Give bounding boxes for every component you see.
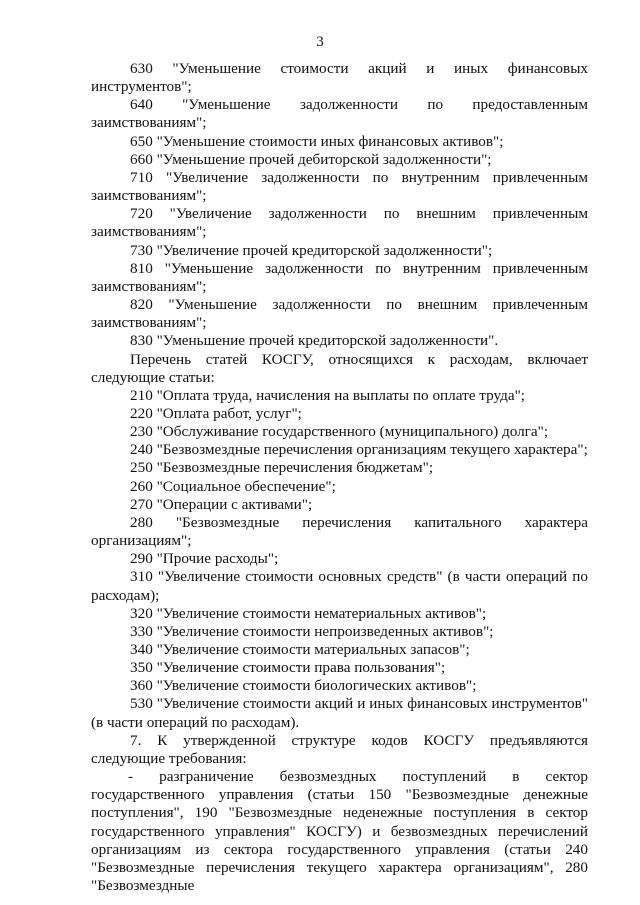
- paragraph-item-730: 730 "Увеличение прочей кредиторской задолженности";: [130, 241, 493, 259]
- paragraph-item-660: 660 "Уменьшение прочей дебиторской задолженности";: [130, 150, 492, 168]
- paragraph-item-220: 220 "Оплата работ, услуг";: [130, 404, 302, 422]
- paragraph-item-640: 640 "Уменьшение задолженности по предоставленным заимствованиям";: [91, 96, 588, 132]
- paragraph-item-350: 350 "Увеличение стоимости права пользования";: [130, 659, 446, 677]
- paragraph-expenses-intro: Перечень статей КОСГУ, относящихся к расходам, включает следующие статьи:: [91, 350, 588, 386]
- paragraph-item-650: 650 "Уменьшение стоимости иных финансовых активов";: [130, 132, 504, 150]
- paragraph-item-330: 330 "Увеличение стоимости непроизведенных активов";: [130, 622, 494, 640]
- paragraph-item-270: 270 "Операции с активами";: [130, 495, 313, 513]
- paragraph-item-320: 320 "Увеличение стоимости нематериальных активов";: [130, 604, 487, 622]
- paragraph-item-360: 360 "Увеличение стоимости биологических активов";: [130, 677, 477, 695]
- paragraph-item-240: 240 "Безвозмездные перечисления организациям текущего характера";: [130, 441, 588, 459]
- paragraph-item-210: 210 "Оплата труда, начисления на выплаты по оплате труда";: [130, 386, 526, 404]
- paragraph-item-530: 530 "Увеличение стоимости акций и иных финансовых инструментов" (в части операций по расходам).: [91, 695, 588, 731]
- page-number: 3: [316, 34, 324, 50]
- paragraph-requirement-1: - разграничение безвозмездных поступлений в сектор государственного управления (статьи 150 "Безвозмездные денежные поступления", 190 "Безвозмездные неденежные поступления в сектор государственного управления" КОСГУ) и безвозмездных перечислений организациям из сектора государственного управления (статьи 240 "Безвозмездные перечисления текущего характера организациям", 280 "Безвозмездные: [91, 768, 588, 895]
- paragraph-item-280: 280 "Безвозмездные перечисления капитального характера организациям";: [91, 513, 588, 550]
- paragraph-item-710: 710 "Увеличение задолженности по внутренним привлеченным заимствованиям";: [91, 168, 588, 205]
- paragraph-item-340: 340 "Увеличение стоимости материальных запасов";: [130, 641, 470, 658]
- paragraph-item-630: 630 "Уменьшение стоимости акций и иных финансовых инструментов";: [91, 60, 588, 96]
- paragraph-item-810: 810 "Уменьшение задолженности по внутренним привлеченным заимствованиям";: [91, 259, 588, 295]
- paragraph-item-250: 250 "Безвозмездные перечисления бюджетам";: [130, 459, 434, 477]
- paragraph-item-260: 260 "Социальное обеспечение";: [130, 477, 336, 495]
- document-body: [91, 60, 588, 895]
- paragraph-item-290: 290 "Прочие расходы";: [130, 550, 279, 568]
- paragraph-item-230: 230 "Обслуживание государственного (муниципального) долга";: [130, 423, 549, 441]
- paragraph-item-720: 720 "Увеличение задолженности по внешним привлеченным заимствованиям";: [91, 205, 588, 241]
- paragraph-item-310: 310 "Увеличение стоимости основных средств" (в части операций по расходам);: [91, 568, 588, 604]
- paragraph-item-830: 830 "Уменьшение прочей кредиторской задолженности".: [130, 332, 499, 350]
- paragraph-section-7: 7. К утвержденной структуре кодов КОСГУ предъявляются следующие требования:: [91, 731, 588, 767]
- paragraph-item-820: 820 "Уменьшение задолженности по внешним привлеченным заимствованиям";: [91, 296, 588, 332]
